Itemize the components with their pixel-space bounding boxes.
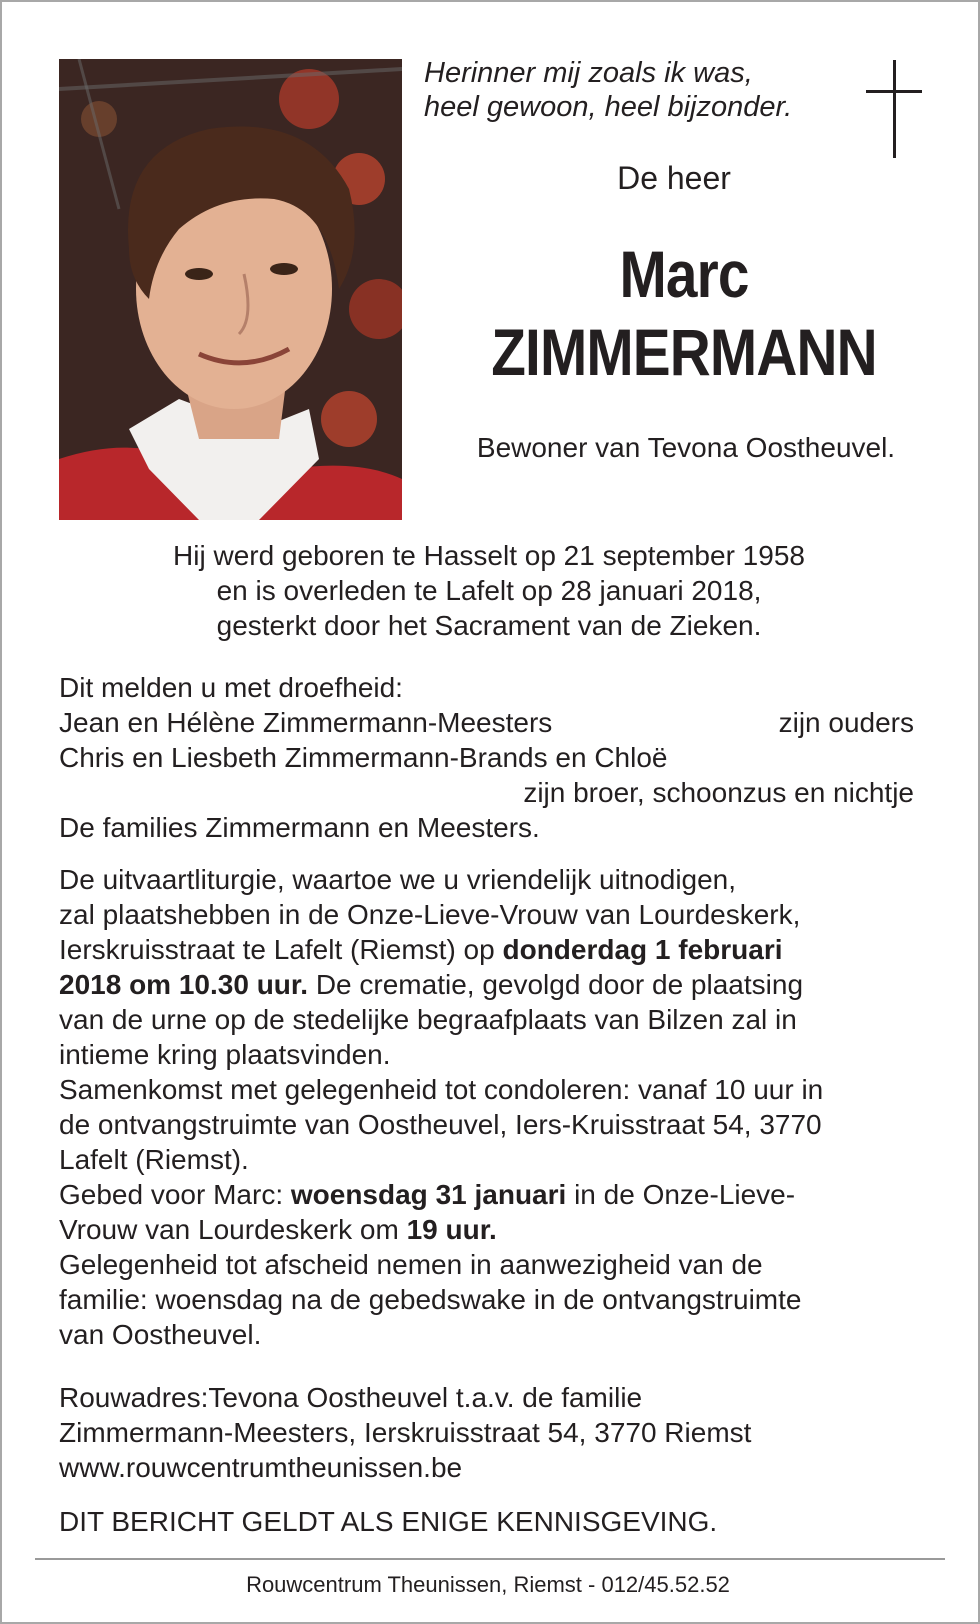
brother-relation: zijn broer, schoonzus en nichtje: [523, 777, 914, 808]
family-intro: Dit melden u met droefheid:: [59, 672, 403, 703]
prayer-line: [59, 1177, 919, 1212]
address-line: Zimmermann-Meesters, Ierskruisstraat 54, 3770 Riemst: [59, 1417, 752, 1448]
prayer-line: [59, 1212, 919, 1247]
family-row-parents: [59, 705, 914, 740]
service-text: Ierskruisstraat te Lafelt (Riemst) op: [59, 934, 503, 965]
residence-line: Bewoner van Tevona Oostheuvel.: [476, 432, 896, 463]
footer-line: Rouwcentrum Theunissen, Riemst - 012/45.52.52: [246, 1572, 730, 1597]
service-line: zal plaatshebben in de Onze-Lieve-Vrouw van Lourdeskerk,: [59, 899, 801, 930]
farewell-line: familie: woensdag na de gebedswake in de ontvangstruimte: [59, 1284, 802, 1315]
death-line: en is overleden te Lafelt op 28 januari 2018,: [216, 575, 762, 606]
birth-death-block: [59, 538, 919, 643]
service-line: van de urne op de stedelijke begraafplaats van Bilzen zal in: [59, 1004, 797, 1035]
cross-icon: [864, 60, 924, 160]
service-line: [59, 932, 919, 967]
service-text: De crematie, gevolgd door de plaatsing: [308, 969, 804, 1000]
parents-relation: zijn ouders: [778, 707, 914, 738]
condolence-line: de ontvangstruimte van Oostheuvel, Iers-Kruisstraat 54, 3770: [59, 1109, 822, 1140]
motto: [424, 56, 844, 124]
motto-line: heel gewoon, heel bijzonder.: [424, 91, 793, 123]
parents-names: Jean en Hélène Zimmermann-Meesters: [59, 707, 553, 738]
service-date: donderdag 1 februari: [502, 934, 783, 965]
service-time: 2018 om 10.30 uur.: [59, 969, 309, 1000]
sacrament-line: gesterkt door het Sacrament van de Zieken.: [216, 610, 762, 641]
portrait-photo: [59, 59, 402, 520]
first-name: Marc: [619, 237, 749, 311]
family-row-brother: [59, 775, 914, 810]
address-block: [59, 1380, 919, 1485]
notice-line: DIT BERICHT GELDT ALS ENIGE KENNISGEVING.: [59, 1506, 718, 1537]
condolence-line: Samenkomst met gelegenheid tot condoleren: vanaf 10 uur in: [59, 1074, 824, 1105]
prayer-text: in de Onze-Lieve-: [566, 1179, 796, 1210]
prayer-text: Gebed voor Marc:: [59, 1179, 291, 1210]
prayer-time: 19 uur.: [406, 1214, 497, 1245]
farewell-line: Gelegenheid tot afscheid nemen in aanwezigheid van de: [59, 1249, 763, 1280]
service-line: De uitvaartliturgie, waartoe we u vriendelijk uitnodigen,: [59, 864, 737, 895]
family-block: [59, 670, 914, 845]
address-line: Rouwadres:Tevona Oostheuvel t.a.v. de familie: [59, 1382, 643, 1413]
farewell-line: van Oostheuvel.: [59, 1319, 262, 1350]
last-name: ZIMMERMANN: [491, 315, 877, 389]
honorific: De heer: [617, 160, 731, 196]
birth-line: Hij werd geboren te Hasselt op 21 september 1958: [173, 540, 805, 571]
prayer-date: woensdag 31 januari: [290, 1179, 567, 1210]
service-block: [59, 862, 919, 1352]
condolence-line: Lafelt (Riemst).: [59, 1144, 249, 1175]
service-line: [59, 967, 919, 1002]
divider: [35, 1558, 945, 1560]
families-line: De families Zimmermann en Meesters.: [59, 812, 540, 843]
service-line: intieme kring plaatsvinden.: [59, 1039, 391, 1070]
website-link[interactable]: www.rouwcentrumtheunissen.be: [59, 1452, 463, 1483]
motto-line: Herinner mij zoals ik was,: [424, 57, 753, 89]
prayer-text: Vrouw van Lourdeskerk om: [59, 1214, 407, 1245]
brother-names: Chris en Liesbeth Zimmermann-Brands en Chloë: [59, 742, 668, 773]
